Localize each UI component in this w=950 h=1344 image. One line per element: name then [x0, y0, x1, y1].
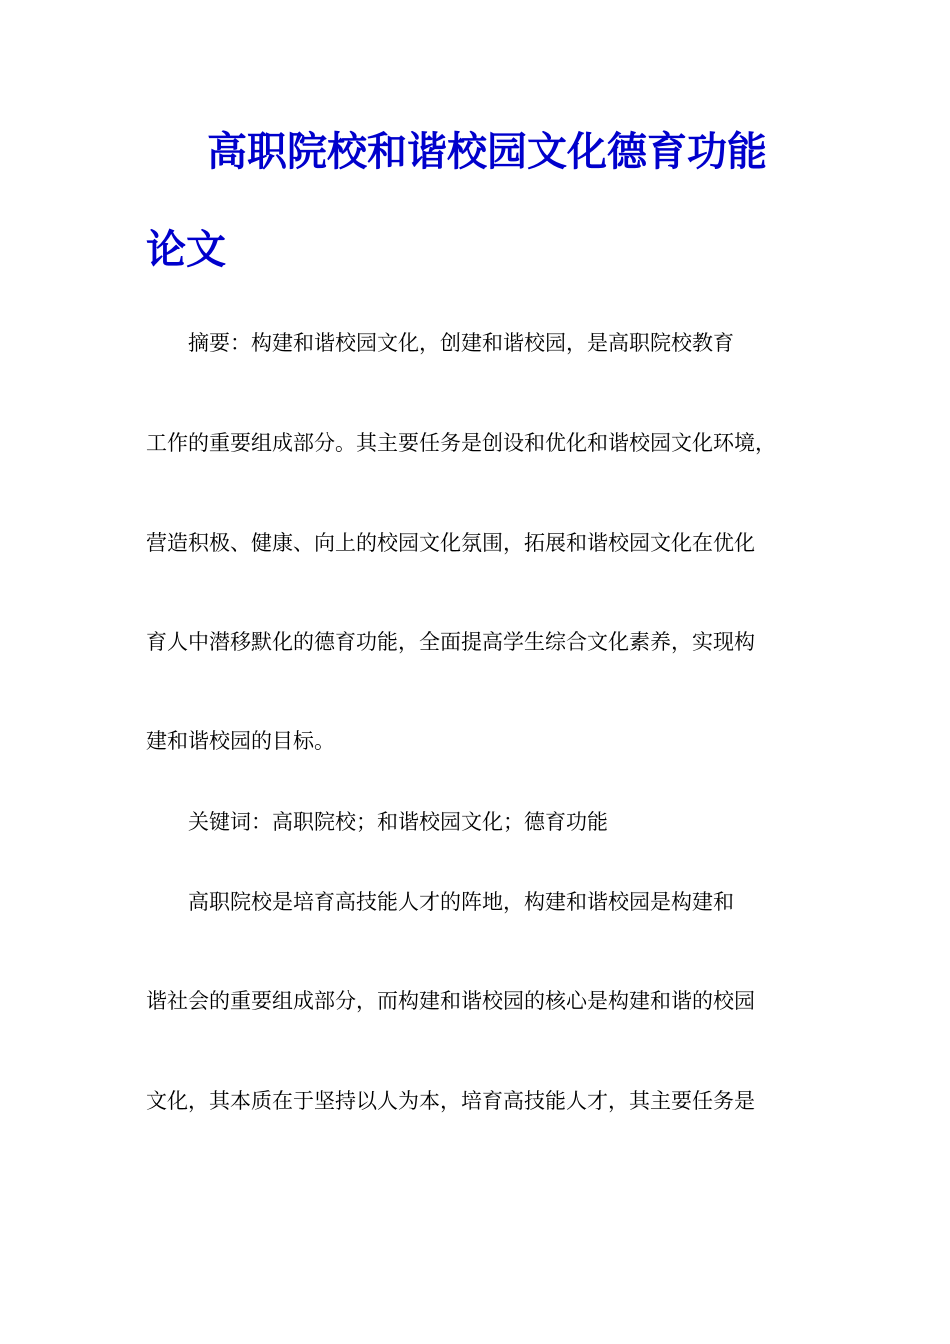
- abstract-line-1: 摘要：构建和谐校园文化，创建和谐校园，是高职院校教育: [146, 331, 734, 355]
- abstract-line-2: 工作的重要组成部分。其主要任务是创设和优化和谐校园文化环境，: [146, 431, 776, 455]
- body-paragraph-line-1: 高职院校是培育高技能人才的阵地，构建和谐校园是构建和: [146, 890, 734, 914]
- abstract-line-4: 育人中潜移默化的德育功能，全面提高学生综合文化素养，实现构: [146, 630, 755, 654]
- abstract-line-5: 建和谐校园的目标。: [146, 729, 335, 753]
- abstract-line-3: 营造积极、健康、向上的校园文化氛围，拓展和谐校园文化在优化: [146, 531, 755, 555]
- document-title-line-1: 高职院校和谐校园文化德育功能: [207, 128, 767, 175]
- document-title-line-2: 论文: [146, 226, 226, 273]
- body-paragraph-line-3: 文化，其本质在于坚持以人为本，培育高技能人才，其主要任务是: [146, 1089, 755, 1113]
- body-paragraph-line-2: 谐社会的重要组成部分，而构建和谐校园的核心是构建和谐的校园: [146, 989, 755, 1013]
- keywords-line: 关键词：高职院校；和谐校园文化；德育功能: [146, 810, 608, 834]
